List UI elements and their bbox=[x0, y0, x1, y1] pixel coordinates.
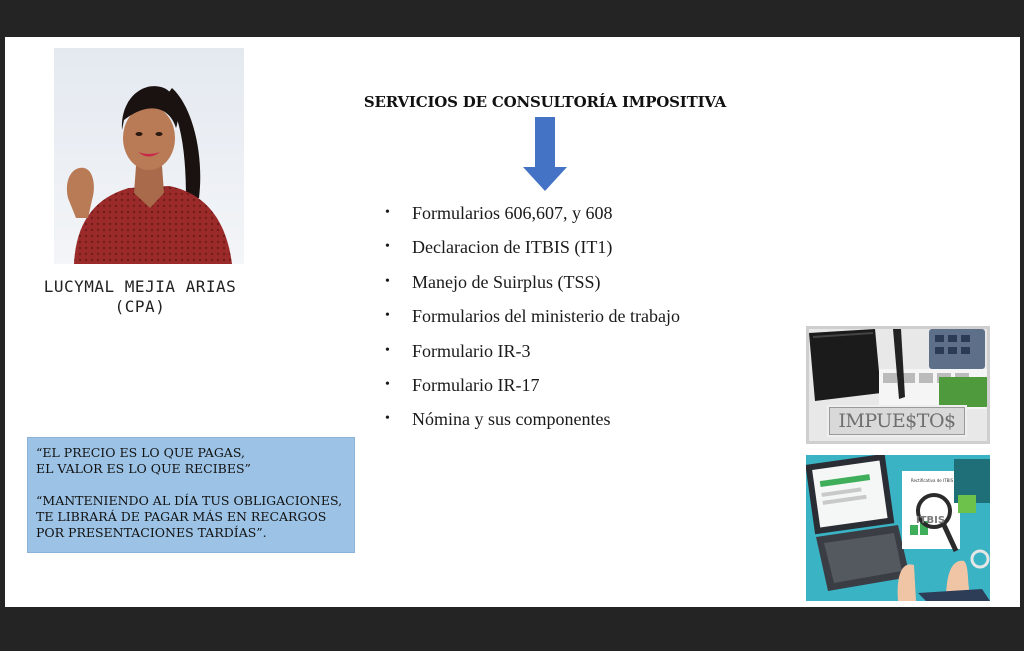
itbis-doc-word: ITBIS bbox=[916, 515, 946, 526]
service-label: Formularios 606,607, y 608 bbox=[412, 203, 613, 223]
itbis-doc-title: Rectificativa de ITBIS bbox=[910, 478, 954, 483]
list-item bbox=[385, 302, 680, 336]
list-item bbox=[385, 199, 680, 233]
bullet-icon: • bbox=[385, 342, 390, 358]
presenter-name-line1: LUCYMAL MEJIA ARIAS bbox=[43, 277, 237, 296]
slide bbox=[5, 37, 1020, 607]
presenter-name bbox=[5, 277, 275, 317]
impuestos-image bbox=[806, 326, 990, 444]
quote-2: “MANTENIENDO AL DÍA TUS OBLIGACIONES, TE LIBRARÁ DE PAGAR MÁS EN RECARGOS POR PRESENTACIONES TARDÍAS”. bbox=[36, 493, 343, 540]
bullet-icon: • bbox=[385, 273, 390, 289]
bullet-icon: • bbox=[385, 239, 390, 255]
quote-box bbox=[27, 437, 355, 553]
bullet-icon: • bbox=[385, 376, 390, 392]
list-item bbox=[385, 371, 680, 405]
list-item bbox=[385, 337, 680, 371]
list-item bbox=[385, 268, 680, 302]
service-label: Nómina y sus componentes bbox=[412, 409, 611, 430]
services-list bbox=[385, 199, 680, 440]
itbis-image bbox=[806, 455, 990, 601]
down-arrow-icon bbox=[523, 117, 567, 191]
presenter-photo bbox=[54, 48, 244, 264]
service-label: Manejo de Suirplus (TSS) bbox=[412, 271, 601, 292]
list-item bbox=[385, 233, 680, 267]
slide-title: SERVICIOS DE CONSULTORÍA IMPOSITIVA bbox=[363, 93, 727, 111]
impuestos-label: IMPUE$TO$ bbox=[827, 405, 967, 437]
bullet-icon: • bbox=[385, 308, 390, 324]
quote-1: “EL PRECIO ES LO QUE PAGAS, EL VALOR ES LO QUE RECIBES” bbox=[36, 445, 251, 476]
list-item bbox=[385, 405, 680, 439]
presenter-credential: (CPA) bbox=[114, 297, 166, 316]
service-label: Formulario IR-17 bbox=[412, 374, 540, 395]
bullet-icon: • bbox=[385, 205, 390, 220]
service-label: Formularios del ministerio de trabajo bbox=[412, 306, 680, 327]
service-label: Formulario IR-3 bbox=[412, 340, 531, 361]
bullet-icon: • bbox=[385, 411, 390, 427]
service-label: Declaracion de ITBIS (IT1) bbox=[412, 237, 613, 258]
